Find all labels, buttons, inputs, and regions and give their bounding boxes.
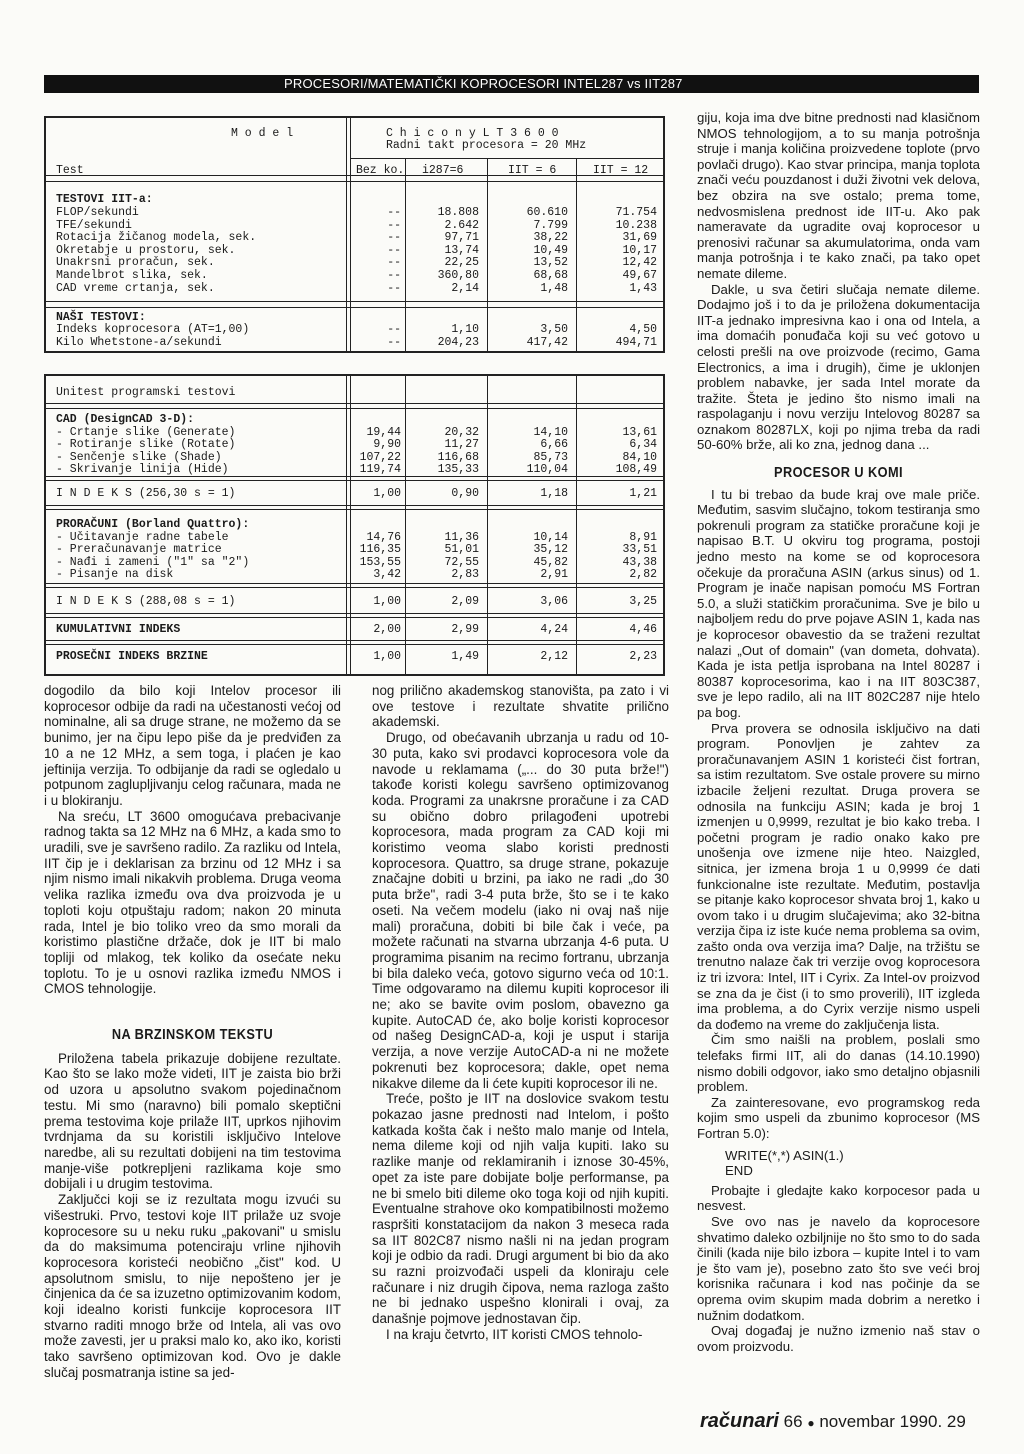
subheading: PROCESOR U KOMI	[774, 464, 903, 482]
row-value: 3,42	[373, 567, 401, 581]
code-line: END	[725, 1163, 753, 1179]
row-value: --	[387, 335, 401, 349]
paragraph: Zaključci koji se iz rezultata mogu izvući su višestruki. Prvo, testovi koje IIT prilaže uz svoje koprocesore su u neku ruku „pakovani" u smislu da do maksimuma potenciraju vrline njihovih koprocesora koristeći neobično „čist" kod. U apsolutnom smislu, to nije nepošteno jer je činjenica da će sa izuzetno optimizovanim kodom, koji idealno koristi funkcije koprocesora IIT stvarno raditi mnogo brže od Intela, ali vas ovo može zavesti, jer u praksi malo ko, ako iko, koristi tako savršeno optimizovan kod. Ovo je dakle slučaj posmatranja istine sa jed-	[44, 1192, 341, 1380]
row-value: 12,42	[622, 256, 657, 270]
row-value: 1,43	[629, 281, 657, 295]
row-value: 8,91	[629, 531, 657, 544]
paragraph: Priložena tabela prikazuje dobijene rezultate. Kao što se lako može videti, IIT je zaista bio brži od uzora u apsolutno svakom pojedinačnom testu. Mi smo (naravno) bili pomalo skeptični prema testovima koje prilaže IIT, uprkos njihovim tvrdnjama da su koristili isključivo Intelove naredbe, ali su rezultati dobijeni na tim testovima manje-više potkreplјeni razlikama koje smo dobijali i u drugim testovima.	[44, 1050, 341, 1192]
paragraph: dogodilo da bilo koji Intelov procesor ili koprocesor odbije da radi na učestanosti većoj od nominalne, ali sa druge strane, ne možemo da se bunimo, jer na čipu lepo piše da je predviđen za 10 a ne 12 MHz, a sem toga, i plaćen je kao jeftinija verzija. To odbijanje da radi se ogledalo u potpunom zagluplјivanju celog računara, mada ne i u blokiranju.	[44, 683, 341, 808]
group-title-ours: NAŠI TESTOVI:	[56, 311, 146, 324]
row-value: 9,90	[373, 438, 401, 452]
benchmark-table-main	[44, 116, 665, 353]
page-footer	[700, 1410, 990, 1436]
paragraph: Na sreću, LT 3600 omogućava prebacivanje radnog takta sa 12 MHz na 6 MHz, a kada smo to uradili, sve je savršeno radilo. Za razliku od Intela, IIT čip je i deklarisan za brzinu od 12 MHz i sa njim nismo imali nikakvih problema. Druga veoma velika razlika između ova dva proizvoda je u toploti koju otpuštaju radom; nakon 20 minuta rada, Intel je bio toliko vreo da smo morali da koristimo plastične držače, dok je IIT bi malo topliji od mlakog, tek koliko da osećate neku toplotu. To je u osnovi razlika između NMOS i CMOS tehnologije.	[44, 808, 341, 997]
row-value: 1,00	[373, 650, 401, 663]
paragraph: Prva provera se odnosila isključivo na dati program. Ponovljen je zahtev za proračunavanjem ASIN 1 koristeći čist fortran, sa istim rezultatom. Sve ostale provere su mirno izbacile željeni rezultat. Druga provera se odnosila na funkciju ASIN; kada je broj 1 izmenjen u 0,9999, rezultat je bio kako treba. I početni program je radio onako kako pre unošenja ove izmene nije hteo. Naizgled, sitnica, jer izmena broja 1 u 0,9999 će dati funkcionalne iste rezultate. Međutim, postavlja se pitanje kako koprocesor shvata broj 1, kako u ovom tako i u drugim slučajevima; ako 32-bitna verzija čipa iz iste kuće nema problema sa ovim, zašto onda ova verzija ima? Dalje, na tržištu se trenutno nalaze čak tri verzije ovog koprocesora iz tri izvora: Intel, IIT i Cyrix. Za Intel-ov proizvod se zna da je čist (i to smo proverili), IIT izgleda ima problema, a do Cyrix verzije nismo uspeli da dođemo na vreme do zaključenja lista.	[697, 720, 980, 1032]
row-label: I N D E K S (288,08 s = 1)	[56, 595, 236, 608]
row-value: 116,35	[359, 543, 401, 557]
paragraph: Za zainteresovane, evo programskog reda kojim smo uspeli da zbunimo koprocesor (MS Fortran 5.0):	[697, 1094, 980, 1141]
row-value: 13,52	[533, 256, 568, 270]
row-value: 19,44	[366, 426, 401, 439]
row-value: --	[387, 323, 401, 336]
col-header-3: IIT = 6	[508, 164, 557, 177]
row-value: 18.808	[437, 206, 479, 219]
row-value: 10,49	[533, 243, 568, 257]
row-value: 14,10	[533, 426, 568, 439]
test-label: Test	[56, 164, 84, 177]
paragraph: nog prilično akademskog stanovišta, pa zato i vi ove testove i rezultate shvatite prilično akademski.	[372, 683, 669, 730]
row-value: 494,71	[615, 335, 657, 349]
row-value: 4,24	[540, 623, 568, 636]
row-value: 1,00	[373, 595, 401, 608]
row-value: 10.238	[615, 218, 657, 232]
row-value: 417,42	[526, 335, 568, 349]
row-value: 11,27	[444, 438, 479, 452]
row-value: 10,14	[533, 531, 568, 544]
row-label: KUMULATIVNI INDEKS	[56, 623, 181, 636]
row-value: 135,33	[437, 462, 479, 476]
row-value: 2,09	[451, 595, 479, 608]
paragraph: Probajte i gledajte kako korpocesor pada u nesvest.	[697, 1182, 980, 1214]
row-value: --	[387, 231, 401, 245]
subheading: NA BRZINSKOM TEKSTU	[111, 1026, 274, 1044]
row-label: Kilo Whetstone-a/sekundi	[56, 335, 222, 349]
row-value: 13,61	[622, 426, 657, 439]
row-value: 2,99	[451, 623, 479, 636]
row-value: 68,68	[533, 269, 568, 282]
row-value: 204,23	[437, 335, 479, 349]
row-label: Mandelbrot slika, sek.	[56, 269, 208, 282]
row-value: 2.642	[444, 218, 479, 232]
row-value: 2,12	[540, 650, 568, 663]
issue-number: 66	[783, 1412, 803, 1431]
row-label: - Preračunavanje matrice	[56, 543, 222, 557]
row-value: 110,04	[526, 462, 568, 476]
row-value: 4,46	[629, 623, 657, 636]
row-value: 11,36	[444, 531, 479, 544]
row-value: 51,01	[444, 543, 479, 557]
row-label: - Skrivanje linija (Hide)	[56, 462, 229, 476]
row-label: - Crtanje slike (Generate)	[56, 426, 236, 439]
row-value: 35,12	[533, 543, 568, 557]
row-value: 107,22	[359, 450, 401, 464]
col-header-4: IIT = 12	[593, 164, 649, 177]
row-label: FLOP/sekundi	[56, 206, 139, 219]
machine-name: C h i c o n y L T 3 6 0 0	[386, 127, 559, 140]
row-value: 33,51	[622, 543, 657, 557]
row-value: --	[387, 256, 401, 270]
col-header-2: i287=6	[422, 164, 464, 177]
row-value: 20,32	[444, 426, 479, 439]
code-line: WRITE(*,*) ASIN(1.)	[725, 1147, 844, 1163]
row-value: 0,90	[451, 487, 479, 500]
article-column-left	[44, 683, 341, 1381]
row-value: 1,21	[629, 487, 657, 500]
row-value: 2,82	[629, 567, 657, 581]
row-value: 2,00	[373, 623, 401, 636]
row-value: 72,55	[444, 555, 479, 569]
row-value: --	[387, 218, 401, 232]
row-label: Rotacija žičanog modela, sek.	[56, 231, 257, 245]
row-value: 1,48	[540, 281, 568, 295]
row-value: 4,50	[629, 323, 657, 336]
row-value: 7.799	[533, 218, 568, 232]
paragraph: Čim smo naišli na problem, poslali smo telefaks firmi IIT, ali do danas (14.10.1990) nismo dobili odgovor, iako smo detaljno objasnili problem.	[697, 1032, 980, 1095]
paragraph: Dakle, u sva četiri slučaja nemate dileme. Dodajmo još i to da je priložena dokumentacija IIT-a jednako impresivna kao i ona od Intela, a ima domaćih ponuđača koji su već gotovo u celosti prešli na ove proizvode (recimo, Gama Electronics, a ima i drugih), čime je uklonjen problem nabavke, jer sada Intel morate da tražite. Šteta je jedino što nismo imali na raspolaganju i novu verziju Intelovog 80287 sa oznakom 80287LX, koji po njima treba da radi 50-60% brže, ali ko zna, jednog dana ...	[697, 281, 980, 453]
row-value: --	[387, 281, 401, 295]
row-value: 10,17	[622, 243, 657, 257]
page-number: 29	[946, 1412, 966, 1431]
row-label: Okretabje u prostoru, sek.	[56, 243, 236, 257]
row-value: 108,49	[615, 462, 657, 476]
row-label: PROSEČNI INDEKS BRZINE	[56, 650, 208, 663]
bullet-icon: ●	[807, 1416, 815, 1430]
row-value: 43,38	[622, 555, 657, 569]
cad-group-title: CAD (DesignCAD 3-D):	[56, 413, 195, 426]
clock-speed: Radni takt procesora = 20 MHz	[386, 139, 587, 152]
row-value: 6,66	[540, 438, 568, 452]
row-value: 1,18	[540, 487, 568, 500]
unitest-title: Unitest programski testovi	[56, 386, 236, 399]
paragraph: I na kraju četvrto, IIT koristi CMOS tehnolo-	[386, 1326, 643, 1342]
row-value: 60.610	[526, 206, 568, 219]
row-label: - Senčenje slike (Shade)	[56, 450, 222, 464]
paragraph: I tu bi trebao da bude kraj ove male priče. Međutim, sasvim slučajno, tokom testiranja smo pokrenuli program za statičke proračune koji je napisao B.T. U okviru tog programa, postoji jedno mesto na kome se od koprocesora očekuje da proračuna ASIN (arkus sinus) od 1. Program je inače napisan pomoću MS Fortran 5.0, a služi statičkim proračunima. Sve je bilo u najboljem redu do prve pojave ASIN 1, kada nas je koprocesor obavestio da se traženi rezultat nalazi „Out of domain" (van dometa, dohvata). Kada je ista petlja isprobana na Intel 80287 i 80387 koprocesorima, kao i na IIT 803C387, sve je lepo radilo, ali na IIT 802C287 nije htelo pa bog.	[697, 486, 980, 720]
row-label: - Nađi i zameni ("1" sa "2")	[56, 555, 250, 569]
row-value: --	[387, 206, 401, 219]
paragraph: Sve ovo nas je navelo da koprocesore shvatimo daleko ozbiljnije no što smo to do sada činili (kada nije bilo izbora – kupite Intel i to vam je što vam je), posebno zato što sve veći broj korisnika računara i kod nas počinje da se oprema ovim skupim mada dobrim a neretko i nužnim dodatkom.	[697, 1213, 980, 1323]
row-value: 360,80	[437, 269, 479, 282]
row-value: 116,68	[437, 450, 479, 464]
row-label: Unakrsni proračun, sek.	[56, 256, 215, 270]
row-value: 14,76	[366, 531, 401, 544]
row-value: 31,69	[622, 231, 657, 245]
row-value: 3,50	[540, 323, 568, 336]
row-label: - Rotiranje slike (Rotate)	[56, 438, 236, 452]
row-value: 1,00	[373, 487, 401, 500]
article-column-right	[697, 110, 980, 1354]
row-label: I N D E K S (256,30 s = 1)	[56, 487, 236, 500]
row-value: 49,67	[622, 269, 657, 282]
row-value: 45,82	[533, 555, 568, 569]
row-value: 84,10	[622, 450, 657, 464]
row-value: 119,74	[359, 462, 401, 476]
calc-group-title: PRORAČUNI (Borland Quattro):	[56, 518, 250, 531]
paragraph: Ovaj događaj je nužno izmenio naš stav o ovom proizvodu.	[697, 1323, 980, 1354]
paragraph: Treće, pošto je IIT na doslovice svakom testu pokazao jasne prednosti nad Intelom, i pošto katkada košta čak i nešto malo manje od Intela, nema dileme koji od njih valja kupiti. Iako su razlike manje od reklamiranih i iznose 30-45%, opet za iste pare dobijate bolje performanse, pa ne bi smelo biti dileme oko toga koji od njih kupiti. Eventualne strahove oko kompatibilnosti možemo raspršiti konstatacijom da nakon 3 meseca rada sa IIT 802C87 nismo našli ni na jedan program koji je odbio da radi. Drugi argument bi bio da ako su razni proizvođači uspeli da kloniraju cele računare i niz drugih čipova, nema razloga zašto ne bi jednako uspešno klonirali i ovaj, za današnje pojmove jednostavan čip.	[372, 1091, 669, 1327]
group-title-iit: TESTOVI IIT-a:	[56, 193, 153, 206]
row-value: 85,73	[533, 450, 568, 464]
row-label: - Pisanje na disk	[56, 567, 174, 581]
row-value: 71.754	[615, 206, 657, 219]
row-value: 38,22	[533, 231, 568, 245]
row-value: --	[387, 269, 401, 282]
section-header-bar	[44, 75, 979, 93]
row-label: TFE/sekundi	[56, 218, 132, 232]
model-label: M o d e l	[231, 127, 294, 140]
row-value: 3,06	[540, 595, 568, 608]
row-label: Indeks koprocesora (AT=1,00)	[56, 323, 250, 336]
row-value: 153,55	[359, 555, 401, 569]
col-header-1: Bez ko.	[356, 164, 405, 177]
row-value: 22,25	[444, 256, 479, 270]
row-value: 6,34	[629, 438, 657, 452]
section-title: PROCESORI/MATEMATIČKI KOPROCESORI INTEL287 vs IIT287	[284, 76, 683, 91]
issue-date: novembar 1990.	[819, 1412, 943, 1431]
row-value: 1,10	[451, 323, 479, 336]
benchmark-table-unitest	[44, 374, 665, 676]
row-value: 2,14	[451, 281, 479, 295]
row-label: - Učitavanje radne tabele	[56, 531, 229, 544]
row-value: 2,23	[629, 650, 657, 663]
row-value: --	[387, 243, 401, 257]
row-value: 1,49	[451, 650, 479, 663]
row-value: 2,91	[540, 567, 568, 581]
row-value: 13,74	[444, 243, 479, 257]
row-value: 3,25	[629, 595, 657, 608]
row-value: 2,83	[451, 567, 479, 581]
paragraph: giju, koja ima dve bitne prednosti nad klasičnom NMOS tehnologijom, a to su manja potrošnja struje i manja količina proizvedene toplote (prvo povlači drugo). Kao stvar principa, manja toplota znači veću pouzdanost i duži životni vek delova, bez obzira na sve ostalo; prema tome, nedvosmislena prednost ide IIT-u. Ako pak nameravate da ugradite ovaj koprocesor u prenosivi računar sa akumulatorima, onda vam manja potrošnja i te kako znači, pa tako opet nemate dileme.	[697, 110, 980, 281]
row-value: 97,71	[444, 231, 479, 245]
row-label: CAD vreme crtanja, sek.	[56, 281, 215, 295]
article-column-middle	[372, 683, 669, 1343]
paragraph: Drugo, od obećavanih ubrzanja u radu od 10-30 puta, kako svi prodavci koprocesora vole da navode u reklamama („... do 30 puta brže!") takođe koristi kolegu savršeno optimizovanog koda. Programi za unakrsne proračune i za CAD su obično dobro prilagođeni upotrebi koprocesora, mada program za CAD koji mi koristimo veoma slabo koristi prednosti koprocesora. Quattro, sa druge strane, pokazuje značajne dobiti u brzini, pa iako ne radi „do 30 puta brže", radi 3-4 puta brže, što se i te kako oseti. Na večem modelu (iako ni ovaj naš nije mali) proračuna, dobiti bi bile čak i veće, pa možete računati na stvarna ubrzanja 4-6 puta. U programima pisanim na recimo fortranu, ubrzanja bi bila daleko veća, gotovo sigurno veća od 10:1. Time odgovaramo na dilemu kupiti koprocesor ili ne; ako se bavite ovim poslom, obavezno ga kupite. AutoCAD će, ako bolje koristi koprocesor od našeg DesignCAD-a, koji je usput i starija verzija, a nove verzije AutoCAD-a ni ne možete pokrenuti bez koprocesora; dakle, opet nema nikakve dileme da li ćete kupiti koprocesor ili ne.	[372, 730, 669, 1091]
magazine-logo: računari	[700, 1410, 779, 1432]
